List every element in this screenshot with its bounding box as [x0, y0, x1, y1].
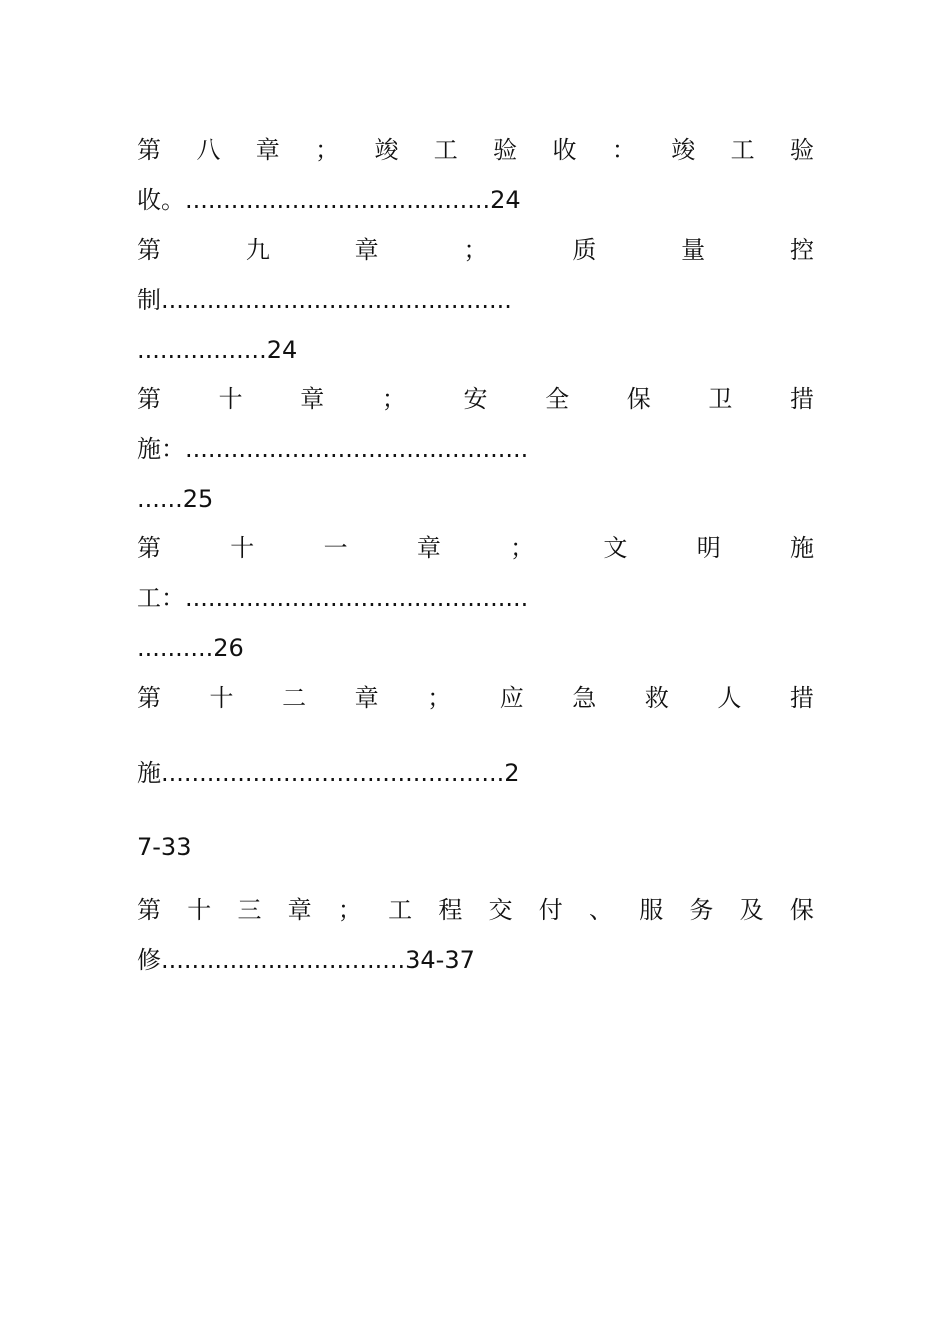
toc-heading-char: 文 — [603, 534, 628, 562]
toc-heading-char: 收 — [552, 136, 577, 164]
toc-entry-ch8-heading[interactable] — [137, 135, 814, 165]
toc-heading-char: 交 — [488, 896, 513, 924]
toc-heading-char: 十 — [218, 385, 243, 413]
toc-heading-char: 章 — [255, 136, 280, 164]
toc-heading-char: 十 — [230, 534, 255, 562]
toc-heading-char: 全 — [545, 385, 570, 413]
toc-heading-char: 第 — [137, 896, 161, 924]
toc-heading-char: 十 — [187, 896, 212, 924]
toc-heading-char: 验 — [789, 136, 814, 164]
toc-heading-char: 施 — [789, 534, 814, 562]
toc-heading-char: ； — [427, 684, 452, 712]
toc-heading-char: 服 — [639, 896, 664, 924]
toc-heading-char: 十 — [209, 684, 234, 712]
toc-heading-char: ； — [381, 385, 406, 413]
toc-heading-char: 八 — [196, 136, 221, 164]
toc-heading-char: 三 — [237, 896, 262, 924]
toc-heading-char: 务 — [689, 896, 714, 924]
toc-entry-ch8-leader: 收。........................................24 — [137, 186, 521, 214]
toc-entry-ch12-page: 7-33 — [137, 833, 192, 861]
toc-heading-char: 人 — [717, 684, 742, 712]
toc-heading-char: 措 — [790, 385, 814, 413]
toc-heading-char: 工 — [433, 136, 458, 164]
toc-heading-char: 急 — [572, 684, 597, 712]
toc-heading-char: 保 — [626, 385, 651, 413]
toc-heading-char: 章 — [300, 385, 325, 413]
toc-heading-char: 第 — [137, 236, 161, 264]
toc-heading-char: 安 — [463, 385, 488, 413]
toc-heading-char: ； — [463, 236, 488, 264]
toc-entry-ch13-leader: 修................................34-37 — [137, 946, 475, 974]
toc-heading-char: 措 — [789, 684, 814, 712]
toc-heading-char: 程 — [438, 896, 463, 924]
toc-heading-char: 卫 — [708, 385, 733, 413]
toc-heading-char: 第 — [137, 684, 161, 712]
toc-entry-ch13-heading[interactable] — [137, 895, 814, 925]
toc-heading-char: 章 — [287, 896, 312, 924]
toc-heading-char: ； — [315, 136, 340, 164]
toc-heading-char: 明 — [696, 534, 721, 562]
toc-heading-char: 控 — [789, 236, 814, 264]
toc-heading-char: ； — [510, 534, 535, 562]
toc-heading-char: 质 — [572, 236, 597, 264]
toc-entry-ch10-leader: 施：............................................. — [137, 435, 529, 463]
toc-entry-ch9-leader: 制.............................................. — [137, 286, 512, 314]
toc-heading-char: 工 — [388, 896, 413, 924]
toc-entry-ch11-page: ..........26 — [137, 634, 244, 662]
toc-entry-ch12-heading[interactable] — [137, 683, 814, 713]
toc-heading-char: 九 — [245, 236, 270, 264]
toc-heading-char: 第 — [137, 136, 161, 164]
toc-heading-char: 应 — [499, 684, 524, 712]
toc-heading-char: 验 — [493, 136, 518, 164]
toc-heading-char: 竣 — [374, 136, 399, 164]
toc-heading-char: 付 — [538, 896, 563, 924]
toc-heading-char: 章 — [416, 534, 441, 562]
toc-heading-char: ； — [337, 896, 362, 924]
toc-entry-ch9-heading[interactable] — [137, 235, 814, 265]
toc-entry-ch9-page: .................24 — [137, 336, 298, 364]
toc-heading-char: 第 — [137, 385, 161, 413]
toc-heading-char: 保 — [789, 896, 814, 924]
toc-heading-char: 、 — [588, 896, 613, 924]
toc-entry-ch11-leader: 工：............................................. — [137, 584, 529, 612]
toc-heading-char: 工 — [730, 136, 755, 164]
toc-entry-ch10-page: ......25 — [137, 485, 214, 513]
toc-heading-char: 二 — [282, 684, 307, 712]
toc-heading-char: 量 — [681, 236, 706, 264]
toc-heading-char: 章 — [354, 684, 379, 712]
toc-heading-char: ： — [611, 136, 636, 164]
toc-heading-char: 第 — [137, 534, 161, 562]
toc-heading-char: 及 — [739, 896, 764, 924]
toc-heading-char: 救 — [644, 684, 669, 712]
toc-entry-ch11-heading[interactable] — [137, 533, 814, 563]
toc-heading-char: 一 — [323, 534, 348, 562]
toc-heading-char: 章 — [354, 236, 379, 264]
toc-entry-ch12-leader: 施.............................................2 — [137, 759, 520, 787]
toc-entry-ch10-heading[interactable] — [137, 384, 814, 414]
toc-heading-char: 竣 — [671, 136, 696, 164]
